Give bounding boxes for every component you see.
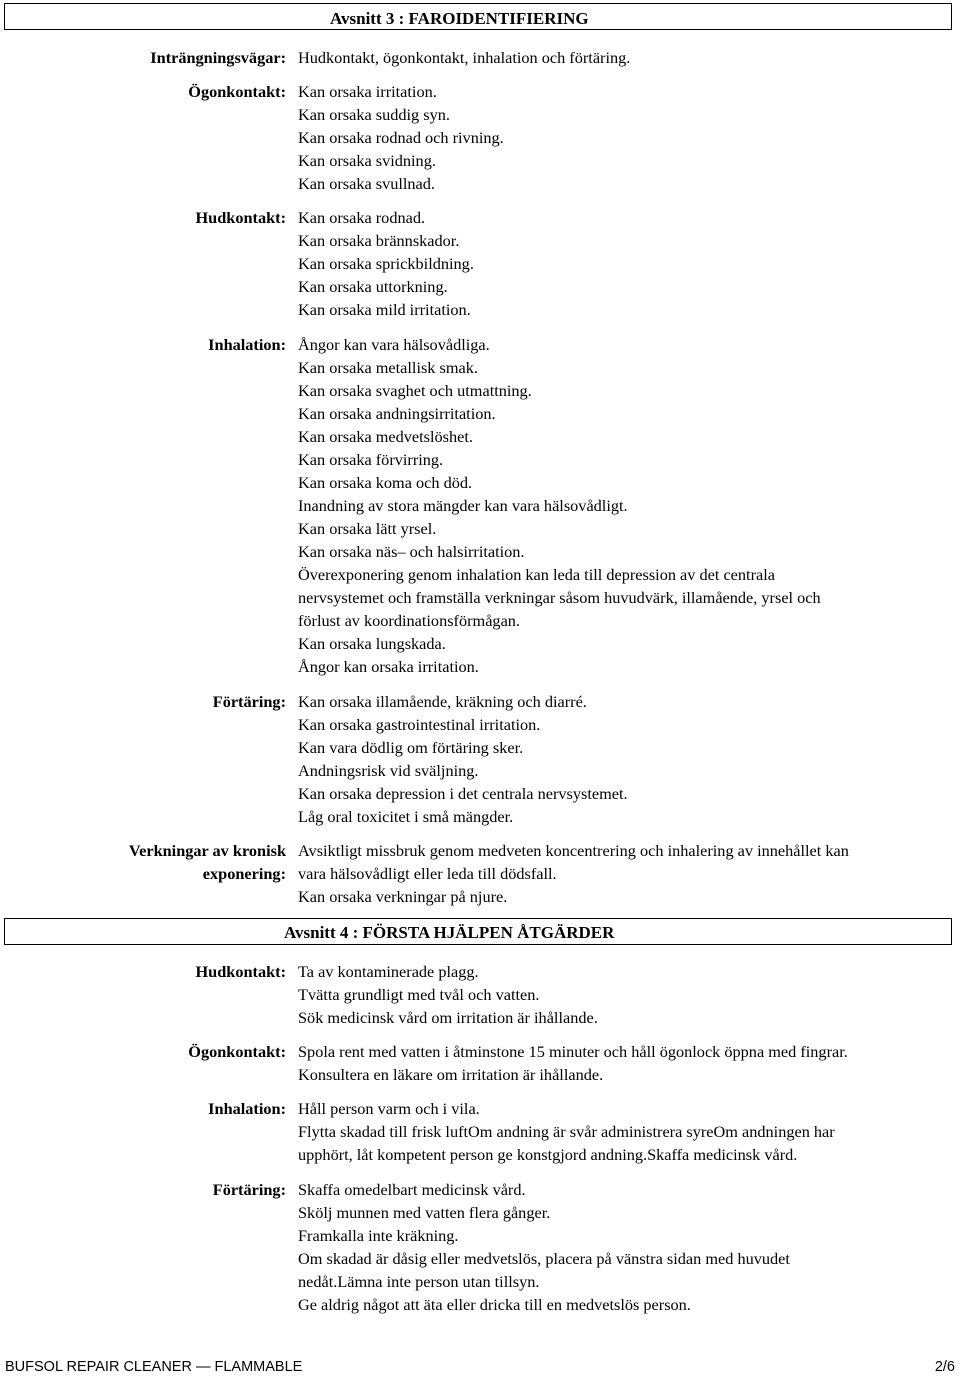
section-4-title: Avsnitt 4 : FÖRSTA HJÄLPEN ÅTGÄRDER — [284, 923, 615, 942]
row-text: Hudkontakt, ögonkontakt, inhalation och förtäring. — [298, 48, 631, 67]
row-label: Verkningar av kronisk exponering: — [128, 841, 286, 883]
row-label: Inträngningsvägar: — [150, 48, 286, 67]
row-text: Avsiktligt missbruk genom medveten koncentrering och inhalering av innehållet kan vara hälsovådligt eller leda till dödsfall. Kan orsaka verkningar på njure. — [298, 841, 849, 906]
row-text: Kan orsaka rodnad. Kan orsaka brännskador. Kan orsaka sprickbildning. Kan orsaka uttorkning. Kan orsaka mild irritation. — [298, 208, 474, 319]
footer-product-name: BUFSOL REPAIR CLEANER — FLAMMABLE — [5, 1359, 303, 1375]
row-text: Spola rent med vatten i åtminstone 15 minuter och håll ögonlock öppna med fingrar. Konsultera en läkare om irritation är ihållande. — [298, 1042, 848, 1084]
footer-page-number: 2/6 — [934, 1359, 955, 1375]
row-text: Kan orsaka illamående, kräkning och diarré. Kan orsaka gastrointestinal irritation. Kan vara dödlig om förtäring sker. Andningsrisk vid sväljning. Kan orsaka depression i det centrala nervsystemet. Låg oral toxicitet i små mängder. — [298, 692, 628, 826]
row-label: Hudkontakt: — [195, 208, 286, 227]
row-text: Håll person varm och i vila. Flytta skadad till frisk luftOm andning är svår administrera syreOm andningen har upphört, låt kompetent person ge konstgjord andning.Skaffa medicinsk vård. — [298, 1099, 835, 1164]
row-text: Skaffa omedelbart medicinsk vård. Skölj munnen med vatten flera gånger. Framkalla inte kräkning. Om skadad är dåsig eller medvetslös, placera på vänstra sidan med huvudet nedåt.Lämna inte person utan tillsyn. Ge aldrig något att äta eller dricka till en medvetslös person. — [298, 1180, 790, 1314]
row-label: Inhalation: — [208, 1099, 286, 1118]
row-text: Kan orsaka irritation. Kan orsaka suddig syn. Kan orsaka rodnad och rivning. Kan orsaka svidning. Kan orsaka svullnad. — [298, 82, 504, 193]
row-text: Ta av kontaminerade plagg. Tvätta grundligt med tvål och vatten. Sök medicinsk vård om irritation är ihållande. — [298, 962, 598, 1027]
section-3-title: Avsnitt 3 : FAROIDENTIFIERING — [330, 9, 589, 28]
row-label: Ögonkontakt: — [188, 1042, 286, 1061]
row-label: Ögonkontakt: — [188, 82, 286, 101]
row-label: Förtäring: — [212, 1180, 286, 1199]
row-text: Ångor kan vara hälsovådliga. Kan orsaka metallisk smak. Kan orsaka svaghet och utmattning. Kan orsaka andningsirritation. Kan orsaka medvetslöshet. Kan orsaka förvirring. Kan orsaka koma och död. Inandning av stora mängder kan vara hälsovådligt. Kan orsaka lätt yrsel. Kan orsaka näs– och halsirritation. Överexponering genom inhalation kan leda till depression av det centrala nervsystemet och framställa verkningar såsom huvudvärk, illamående, yrsel och förlust av koordinationsförmågan. Kan orsaka lungskada. Ångor kan orsaka irritation. — [298, 335, 821, 676]
row-label: Inhalation: — [208, 335, 286, 354]
row-label: Hudkontakt: — [195, 962, 286, 981]
row-label: Förtäring: — [212, 692, 286, 711]
